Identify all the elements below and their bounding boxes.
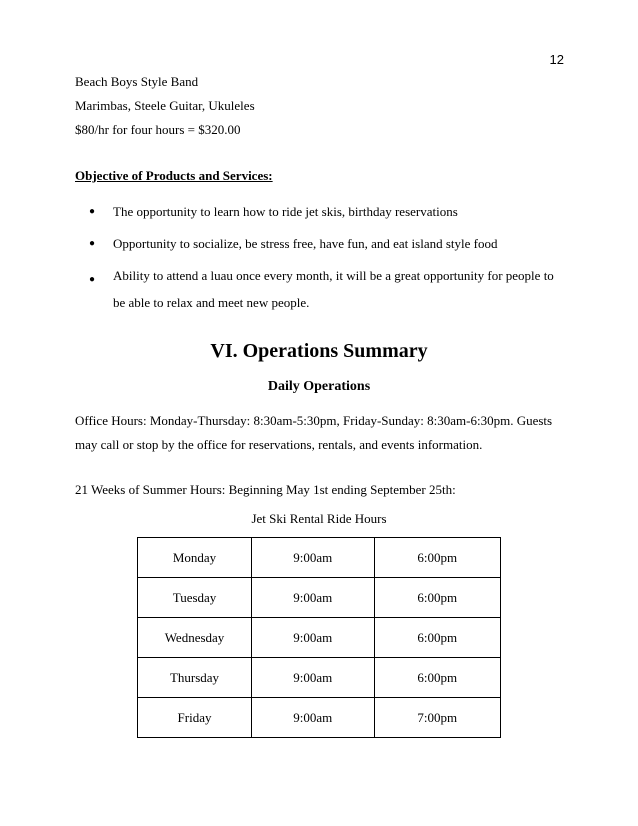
objective-text: Opportunity to socialize, be stress free, have fun, and eat island style food: [113, 236, 498, 251]
summer-hours-text: 21 Weeks of Summer Hours: Beginning May 1st ending September 25th:: [75, 482, 456, 497]
close-time-cell: 6:00pm: [374, 618, 500, 658]
band-price: $80/hr for four hours = $320.00: [75, 122, 241, 137]
page-number: 12: [549, 52, 564, 67]
open-time-cell: 9:00am: [252, 578, 375, 618]
table-row: [138, 658, 501, 698]
day-cell: Friday: [138, 698, 252, 738]
objective-text: Ability to attend a luau once every month, it will be a great opportunity for people to be able to relax and meet new people.: [113, 268, 554, 310]
office-hours-text: Office Hours: Monday-Thursday: 8:30am-5:30pm, Friday-Sunday: 8:30am-6:30pm. Guests may call or stop by the office for reservations, rentals, and events information.: [75, 413, 553, 452]
table-row: [138, 618, 501, 658]
list-item: [75, 262, 565, 316]
day-cell: Tuesday: [138, 578, 252, 618]
open-time-cell: 9:00am: [252, 618, 375, 658]
bullet-icon: ●: [89, 274, 96, 285]
open-time-cell: 9:00am: [252, 658, 375, 698]
table-row: [138, 578, 501, 618]
day-cell: Wednesday: [138, 618, 252, 658]
close-time-cell: 6:00pm: [374, 538, 500, 578]
bullet-icon: ●: [89, 238, 96, 249]
close-time-cell: 7:00pm: [374, 698, 500, 738]
open-time-cell: 9:00am: [252, 698, 375, 738]
close-time-cell: 6:00pm: [374, 578, 500, 618]
table-row: [138, 698, 501, 738]
band-instruments: Marimbas, Steele Guitar, Ukuleles: [75, 98, 255, 113]
day-cell: Monday: [138, 538, 252, 578]
section-title: VI. Operations Summary: [210, 340, 428, 362]
table-row: [138, 538, 501, 578]
objective-text: The opportunity to learn how to ride jet skis, birthday reservations: [113, 204, 458, 219]
list-item: [75, 234, 565, 254]
bullet-icon: ●: [89, 206, 96, 217]
band-info: [75, 72, 565, 140]
list-item: [75, 202, 565, 222]
open-time-cell: 9:00am: [252, 538, 375, 578]
objectives-heading: Objective of Products and Services:: [75, 168, 273, 183]
close-time-cell: 6:00pm: [374, 658, 500, 698]
band-name: Beach Boys Style Band: [75, 74, 199, 89]
table-caption: Jet Ski Rental Ride Hours: [251, 511, 387, 526]
objectives-list: [75, 202, 565, 316]
rental-hours-table: [137, 537, 501, 738]
day-cell: Thursday: [138, 658, 252, 698]
subsection-title: Daily Operations: [267, 379, 371, 394]
objectives-section: [75, 166, 565, 316]
